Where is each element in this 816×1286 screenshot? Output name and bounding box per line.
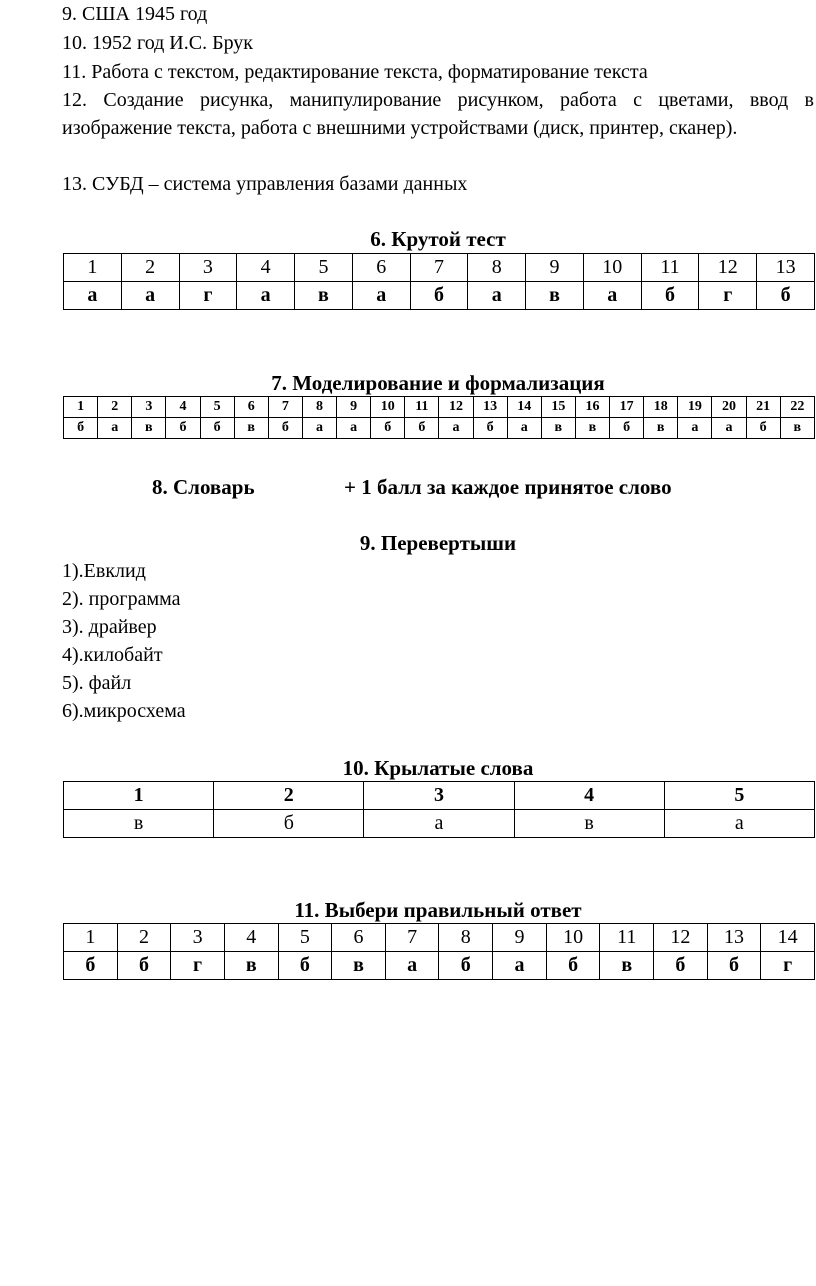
answer-line-10: 10. 1952 год И.С. Брук <box>62 32 254 54</box>
table-cell: 8 <box>468 254 526 282</box>
list-item: 4).килобайт <box>62 644 163 666</box>
table-cell: в <box>575 418 609 439</box>
table-cell: 19 <box>678 397 712 418</box>
answer-line-12: 12. Создание рисунка, манипулирование рисунком, работа с цветами, ввод в изображение текста, работа с внешними устройствами (диск, принтер, сканер). <box>62 89 814 139</box>
table-cell: 20 <box>712 397 746 418</box>
table-cell: б <box>439 952 493 980</box>
table-cell: 3 <box>171 924 225 952</box>
section-6-title: 6. Крутой тест <box>370 227 506 251</box>
table-cell: 12 <box>654 924 708 952</box>
section-6-table <box>63 253 815 310</box>
section-7-title: 7. Моделирование и формализация <box>271 371 605 395</box>
table-cell: 3 <box>132 397 166 418</box>
table-cell: а <box>664 810 814 838</box>
table-cell: в <box>132 418 166 439</box>
table-cell: 4 <box>237 254 295 282</box>
list-item: 1).Евклид <box>62 560 146 582</box>
section-10-table <box>63 781 815 838</box>
table-cell: а <box>493 952 547 980</box>
table-cell: б <box>757 282 815 310</box>
table-cell: 3 <box>364 782 514 810</box>
table-cell: 1 <box>64 924 118 952</box>
table-cell: б <box>64 418 98 439</box>
table-cell: а <box>352 282 410 310</box>
table-cell: б <box>654 952 708 980</box>
list-item: 6).микросхема <box>62 700 186 722</box>
table-cell: а <box>121 282 179 310</box>
table-cell: 9 <box>526 254 584 282</box>
table-cell: 15 <box>541 397 575 418</box>
table-cell: 12 <box>699 254 757 282</box>
table-cell: б <box>117 952 171 980</box>
table-cell: 4 <box>166 397 200 418</box>
table-cell: в <box>514 810 664 838</box>
table-cell: в <box>644 418 678 439</box>
table-cell: в <box>780 418 814 439</box>
table-cell: 11 <box>641 254 699 282</box>
answer-line-9: 9. США 1945 год <box>62 3 208 25</box>
section-11-number-row <box>64 924 815 952</box>
table-cell: 5 <box>200 397 234 418</box>
table-cell: б <box>166 418 200 439</box>
section-10-number-row <box>64 782 815 810</box>
table-cell: 6 <box>332 924 386 952</box>
section-10-answer-row <box>64 810 815 838</box>
answer-line-13: 13. СУБД – система управления базами данных <box>62 173 468 195</box>
table-cell: а <box>712 418 746 439</box>
section-7-answer-row <box>64 418 815 439</box>
table-cell: а <box>98 418 132 439</box>
section-10-title: 10. Крылатые слова <box>342 756 534 780</box>
answer-line-11: 11. Работа с текстом, редактирование текста, форматирование текста <box>62 61 648 83</box>
table-cell: 7 <box>385 924 439 952</box>
table-cell: 8 <box>302 397 336 418</box>
table-cell: а <box>364 810 514 838</box>
table-cell: г <box>171 952 225 980</box>
table-cell: 5 <box>278 924 332 952</box>
table-cell: 1 <box>64 254 122 282</box>
table-cell: а <box>439 418 473 439</box>
table-cell: 16 <box>575 397 609 418</box>
table-cell: 2 <box>121 254 179 282</box>
table-cell: б <box>707 952 761 980</box>
table-cell: 1 <box>64 782 214 810</box>
section-6-number-row <box>64 254 815 282</box>
table-cell: 6 <box>234 397 268 418</box>
table-cell: б <box>473 418 507 439</box>
table-cell: а <box>237 282 295 310</box>
table-cell: 18 <box>644 397 678 418</box>
section-11-answer-row <box>64 952 815 980</box>
section-8-title: 8. Словарь <box>152 475 255 499</box>
section-9-title: 9. Перевертыши <box>359 531 517 555</box>
section-8-note: + 1 балл за каждое принятое слово <box>344 475 672 499</box>
table-cell: в <box>234 418 268 439</box>
table-cell: 22 <box>780 397 814 418</box>
table-cell: а <box>385 952 439 980</box>
table-cell: 5 <box>295 254 353 282</box>
table-cell: б <box>200 418 234 439</box>
table-cell: в <box>224 952 278 980</box>
table-cell: а <box>678 418 712 439</box>
table-cell: 5 <box>664 782 814 810</box>
table-cell: 4 <box>224 924 278 952</box>
section-7-table <box>63 396 815 439</box>
table-cell: 10 <box>546 924 600 952</box>
table-cell: 11 <box>600 924 654 952</box>
table-cell: а <box>337 418 371 439</box>
table-cell: б <box>64 952 118 980</box>
table-cell: б <box>641 282 699 310</box>
table-cell: в <box>64 810 214 838</box>
table-cell: 13 <box>757 254 815 282</box>
table-cell: 14 <box>507 397 541 418</box>
table-cell: 11 <box>405 397 439 418</box>
table-cell: 17 <box>610 397 644 418</box>
table-cell: г <box>761 952 815 980</box>
table-cell: а <box>302 418 336 439</box>
table-cell: б <box>405 418 439 439</box>
table-cell: в <box>295 282 353 310</box>
table-cell: 3 <box>179 254 237 282</box>
table-cell: 1 <box>64 397 98 418</box>
table-cell: б <box>371 418 405 439</box>
table-cell: а <box>583 282 641 310</box>
table-cell: 6 <box>352 254 410 282</box>
table-cell: 10 <box>583 254 641 282</box>
table-cell: 21 <box>746 397 780 418</box>
table-cell: б <box>278 952 332 980</box>
list-item: 5). файл <box>62 672 132 694</box>
table-cell: 8 <box>439 924 493 952</box>
table-cell: б <box>746 418 780 439</box>
table-cell: б <box>214 810 364 838</box>
table-cell: в <box>541 418 575 439</box>
table-cell: б <box>610 418 644 439</box>
section-6-answer-row <box>64 282 815 310</box>
table-cell: 13 <box>473 397 507 418</box>
table-cell: а <box>468 282 526 310</box>
section-11-table <box>63 923 815 980</box>
table-cell: г <box>179 282 237 310</box>
table-cell: 14 <box>761 924 815 952</box>
list-item: 2). программа <box>62 588 181 610</box>
table-cell: 10 <box>371 397 405 418</box>
table-cell: а <box>64 282 122 310</box>
table-cell: в <box>526 282 584 310</box>
table-cell: г <box>699 282 757 310</box>
table-cell: 2 <box>98 397 132 418</box>
table-cell: 2 <box>214 782 364 810</box>
table-cell: 12 <box>439 397 473 418</box>
table-cell: 7 <box>268 397 302 418</box>
table-cell: а <box>507 418 541 439</box>
table-cell: б <box>546 952 600 980</box>
table-cell: 9 <box>337 397 371 418</box>
table-cell: б <box>268 418 302 439</box>
table-cell: б <box>410 282 468 310</box>
table-cell: 2 <box>117 924 171 952</box>
list-item: 3). драйвер <box>62 616 157 638</box>
section-11-title: 11. Выбери правильный ответ <box>294 898 582 922</box>
section-7-number-row <box>64 397 815 418</box>
table-cell: 9 <box>493 924 547 952</box>
table-cell: в <box>332 952 386 980</box>
table-cell: в <box>600 952 654 980</box>
table-cell: 4 <box>514 782 664 810</box>
table-cell: 13 <box>707 924 761 952</box>
table-cell: 7 <box>410 254 468 282</box>
